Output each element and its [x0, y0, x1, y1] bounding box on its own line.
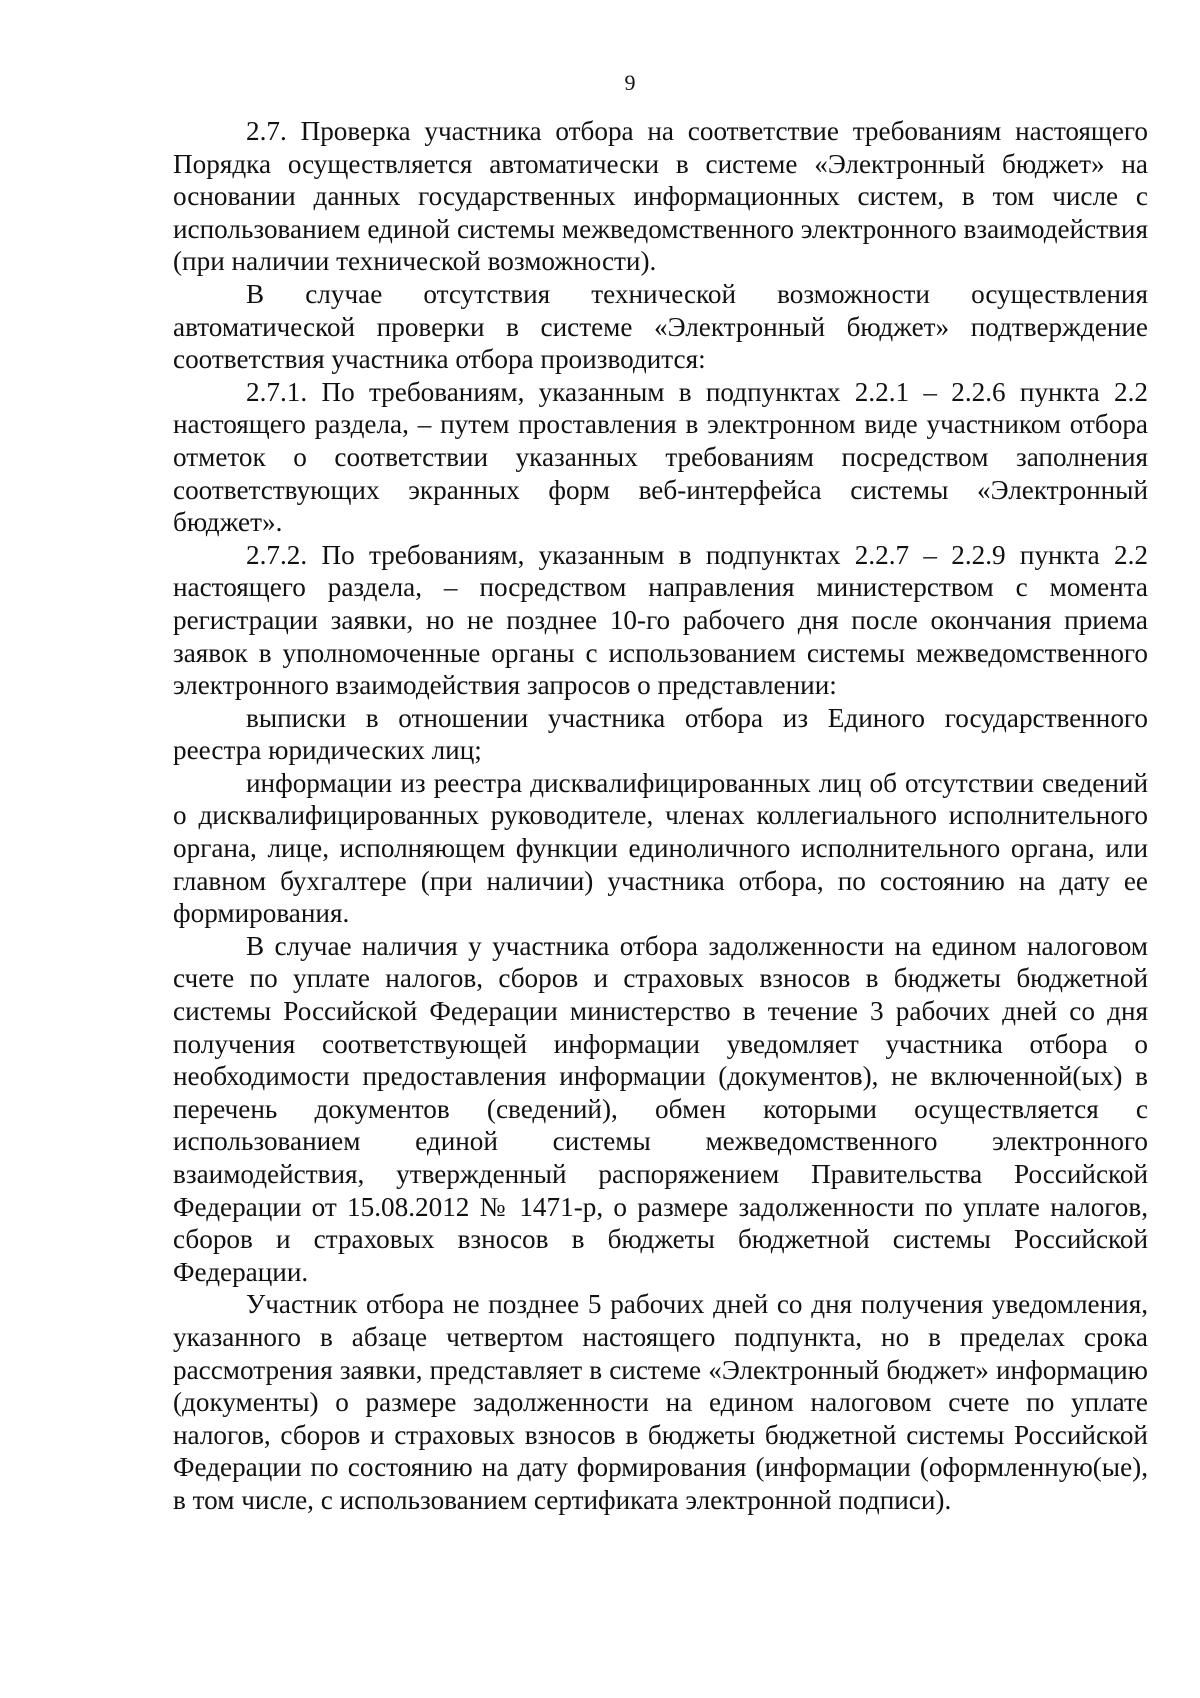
page-number: 9 — [624, 70, 636, 95]
paragraph-participant-response: Участник отбора не позднее 5 рабочих дней со дня получения уведомления, указанного в абзаце четвертом настоящего подпункта, но в пределах срока рассмотрения заявки, представляет в системе «Электронный бюджет» информацию (документы) о размере задолженности на едином налоговом счете по уплате налогов, сборов и страховых взносов в бюджеты бюджетной системы Российской Федерации по состоянию на дату формирования (информации (оформленную(ые), в том числе, с использованием сертификата электронной подписи). — [173, 1289, 1148, 1515]
paragraph-2-7: 2.7. Проверка участника отбора на соответствие требованиям настоящего Порядка осуществляется автоматически в системе «Электронный бюджет» на основании данных государственных информационных систем, в том числе с использованием единой системы межведомственного электронного взаимодействия (при наличии технической возможности). — [173, 116, 1148, 277]
paragraph-egrul-extract: выписки в отношении участника отбора из Единого государственного реестра юридических лиц; — [173, 702, 1148, 766]
paragraph-2-7-2: 2.7.2. По требованиям, указанным в подпунктах 2.2.7 – 2.2.9 пункта 2.2 настоящего раздела, – посредством направления министерством с момента регистрации заявки, но не позднее 10-го рабочего дня после окончания приема заявок в уполномоченные органы с использованием системы межведомственного электронного взаимодействия запросов о представлении: — [173, 539, 1148, 701]
paragraph-tax-debt-notice: В случае наличия у участника отбора задолженности на едином налоговом счете по уплате налогов, сборов и страховых взносов в бюджеты бюджетной системы Российской Федерации министерство в течение 3 рабочих дней со дня получения соответствующей информации уведомляет участника отбора о необходимости предоставления информации (документов), не включенной(ых) в перечень документов (сведений), обмен которыми осуществляется с использованием единой системы межведомственного электронного взаимодействия, утвержденный распоряжением Правительства Российской Федерации от 15.08.2012 № 1471-р, о размере задолженности по уплате налогов, сборов и страховых взносов в бюджеты бюджетной системы Российской Федерации. — [173, 930, 1148, 1287]
document-body — [173, 115, 1148, 1517]
paragraph-disqualified-register: информации из реестра дисквалифицированных лиц об отсутствии сведений о дисквалифицированных руководителе, членах коллегиального исполнительного органа, лице, исполняющем функции единоличного исполнительного органа, или главном бухгалтере (при наличии) участника отбора, по состоянию на дату ее формирования. — [173, 767, 1148, 929]
paragraph-2-7-1: 2.7.1. По требованиям, указанным в подпунктах 2.2.1 – 2.2.6 пункта 2.2 настоящего раздела, – путем проставления в электронном виде участником отбора отметок о соответствии указанных требованиям посредством заполнения соответствующих экранных форм веб-интерфейса системы «Электронный бюджет». — [173, 376, 1148, 538]
paragraph-no-technical-possibility: В случае отсутствия технической возможности осуществления автоматической проверки в системе «Электронный бюджет» подтверждение соответствия участника отбора производится: — [173, 278, 1148, 375]
